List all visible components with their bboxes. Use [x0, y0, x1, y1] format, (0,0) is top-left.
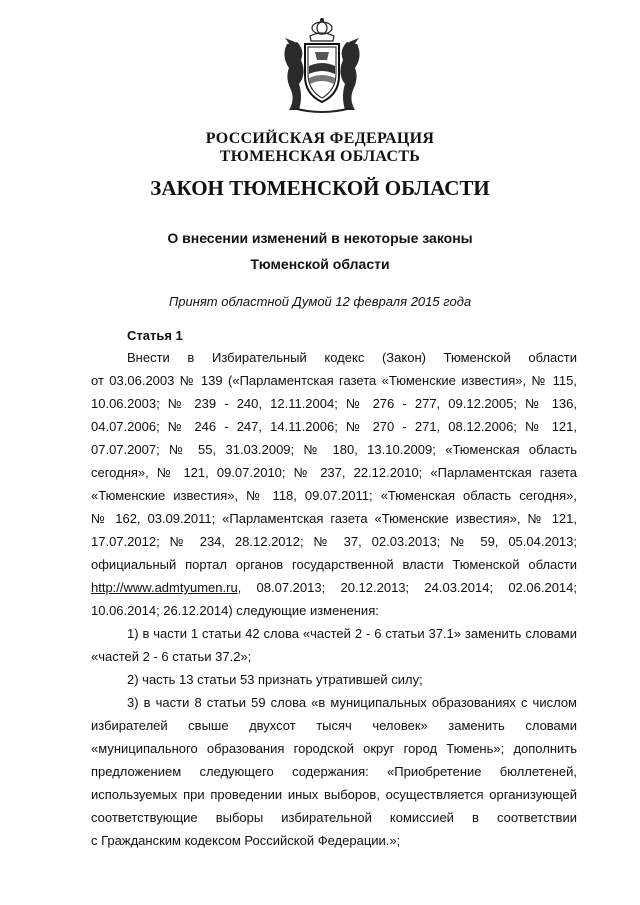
body-line: «частей 2 - 6 статьи 37.2»;	[91, 649, 252, 664]
body-line: Внести в Избирательный кодекс (Закон) Тюменской области	[127, 350, 577, 365]
body-line: 04.07.2006; № 246 - 247, 14.11.2006; № 270 - 271, 08.12.2006; № 121,	[91, 419, 577, 434]
body-line: 17.07.2012; № 234, 28.12.2012; № 37, 02.03.2013; № 59, 05.04.2013;	[91, 534, 577, 549]
body-line: соответствующие выборы избирательной комиссией в соответствии	[91, 810, 577, 825]
country-heading: РОССИЙСКАЯ ФЕДЕРАЦИЯ	[205, 130, 435, 147]
law-subject-line-2: Тюменской области	[250, 256, 390, 272]
body-line: используемых при проведении иных выборов, осуществляется организующей	[91, 787, 577, 802]
body-line: предложением следующего содержания: «Приобретение бюллетеней,	[91, 764, 577, 779]
body-line: 07.07.2007; № 55, 31.03.2009; № 180, 13.10.2009; «Тюменская область	[91, 442, 577, 457]
adoption-note: Принят областной Думой 12 февраля 2015 года	[168, 294, 472, 309]
body-line: № 162, 03.09.2011; «Парламентская газета «Тюменские известия», № 121,	[91, 511, 577, 526]
body-line-text: , 08.07.2013; 20.12.2013; 24.03.2014; 02.06.2014;	[237, 580, 577, 595]
body-line: с Гражданским кодексом Российской Федерации.»;	[91, 833, 401, 848]
body-line	[91, 579, 577, 596]
body-line: 3) в части 8 статьи 59 слова «в муниципальных образованиях с числом	[127, 695, 577, 710]
body-line: «муниципального образования городской округ город Тюмень»; дополнить	[91, 741, 577, 756]
body-line: «Тюменские известия», № 118, 09.07.2011; «Тюменская область сегодня»,	[91, 488, 577, 503]
body-line: избирателей свыше двухсот тысяч человек» заменить словами	[91, 718, 577, 733]
coat-of-arms-emblem	[279, 16, 365, 116]
article-heading: Статья 1	[127, 328, 183, 343]
body-line: сегодня», № 121, 09.07.2010; № 237, 22.12.2010; «Парламентская газета	[91, 465, 577, 480]
body-line: официальный портал органов государственной власти Тюменской области	[91, 557, 577, 572]
body-line: от 03.06.2003 № 139 («Парламентская газета «Тюменские известия», № 115,	[91, 373, 577, 388]
region-heading: ТЮМЕНСКАЯ ОБЛАСТЬ	[219, 148, 421, 165]
body-line: 10.06.2003; № 239 - 240, 12.11.2004; № 276 - 277, 09.12.2005; № 136,	[91, 396, 577, 411]
body-line: 10.06.2014; 26.12.2014) следующие изменения:	[91, 603, 379, 618]
body-line: 2) часть 13 статьи 53 признать утратившей силу;	[127, 672, 423, 687]
law-subject-line-1: О внесении изменений в некоторые законы	[167, 230, 473, 246]
portal-link[interactable]: http://www.admtyumen.ru	[91, 580, 238, 595]
law-title: ЗАКОН ТЮМЕНСКОЙ ОБЛАСТИ	[150, 176, 490, 200]
body-line: 1) в части 1 статьи 42 слова «частей 2 - 6 статьи 37.1» заменить словами	[127, 626, 577, 641]
